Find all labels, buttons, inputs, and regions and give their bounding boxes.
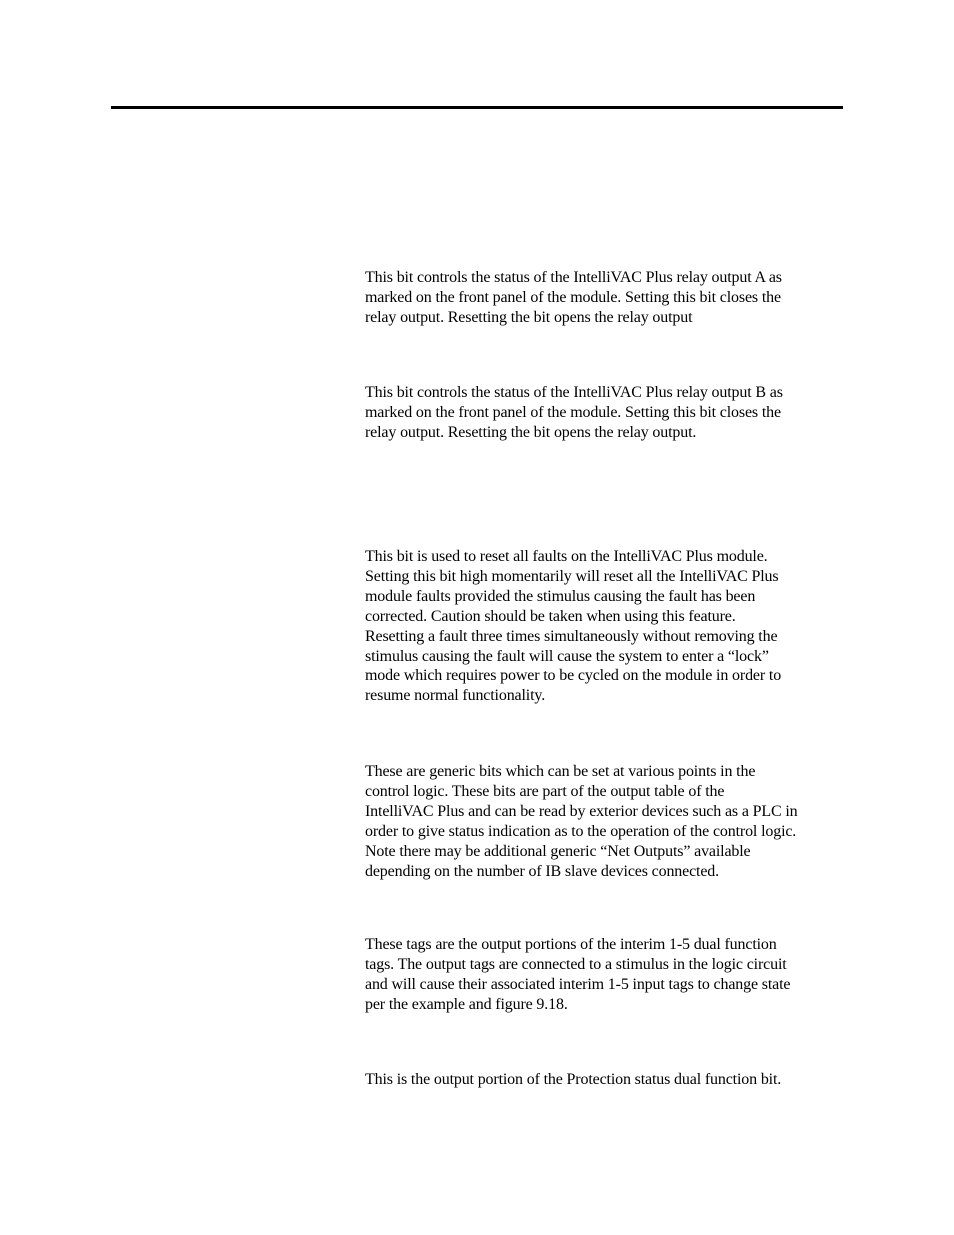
text-line: corrected. Caution should be taken when using this feature. (365, 607, 736, 625)
text-line: module faults provided the stimulus causing the fault has been (365, 587, 756, 605)
fault-reset-description (365, 547, 845, 706)
text-line: This is the output portion of the Protection status dual function bit. (365, 1071, 782, 1088)
text-line: tags. The output tags are connected to a stimulus in the logic circuit (365, 955, 787, 973)
text-line: This bit controls the status of the IntelliVAC Plus relay output A as (365, 269, 782, 286)
text-line: per the example and figure 9.18. (365, 995, 568, 1013)
text-line: marked on the front panel of the module. Setting this bit closes the (365, 403, 781, 421)
relay-output-a-description (365, 268, 845, 328)
text-line: These tags are the output portions of the interim 1-5 dual function (365, 936, 777, 953)
text-line: mode which requires power to be cycled on the module in order to (365, 667, 782, 685)
interim-tags-description (365, 935, 845, 1015)
text-line: relay output. Resetting the bit opens the relay output. (365, 423, 697, 441)
text-line: resume normal functionality. (365, 687, 546, 705)
text-line: These are generic bits which can be set at various points in the (365, 763, 756, 780)
text-line: relay output. Resetting the bit opens the relay output (365, 308, 693, 326)
text-line: control logic. These bits are part of the output table of the (365, 782, 725, 800)
text-line: marked on the front panel of the module. Setting this bit closes the (365, 288, 781, 306)
text-line: order to give status indication as to the operation of the control logic. (365, 822, 797, 840)
text-line: This bit is used to reset all faults on the IntelliVAC Plus module. (365, 548, 768, 565)
text-line: and will cause their associated interim 1-5 input tags to change state (365, 975, 791, 993)
text-line: Setting this bit high momentarily will reset all the IntelliVAC Plus (365, 567, 779, 585)
generic-bits-description (365, 762, 845, 881)
header-rule (111, 106, 843, 109)
text-line: IntelliVAC Plus and can be read by exterior devices such as a PLC in (365, 802, 798, 820)
text-line: This bit controls the status of the IntelliVAC Plus relay output B as (365, 384, 783, 401)
relay-output-b-description (365, 383, 845, 443)
text-line: stimulus causing the fault will cause the system to enter a “lock” (365, 647, 769, 665)
protection-status-description (365, 1070, 845, 1090)
text-line: Note there may be additional generic “Net Outputs” available (365, 842, 751, 860)
text-line: depending on the number of IB slave devices connected. (365, 862, 720, 880)
text-line: Resetting a fault three times simultaneously without removing the (365, 627, 778, 645)
